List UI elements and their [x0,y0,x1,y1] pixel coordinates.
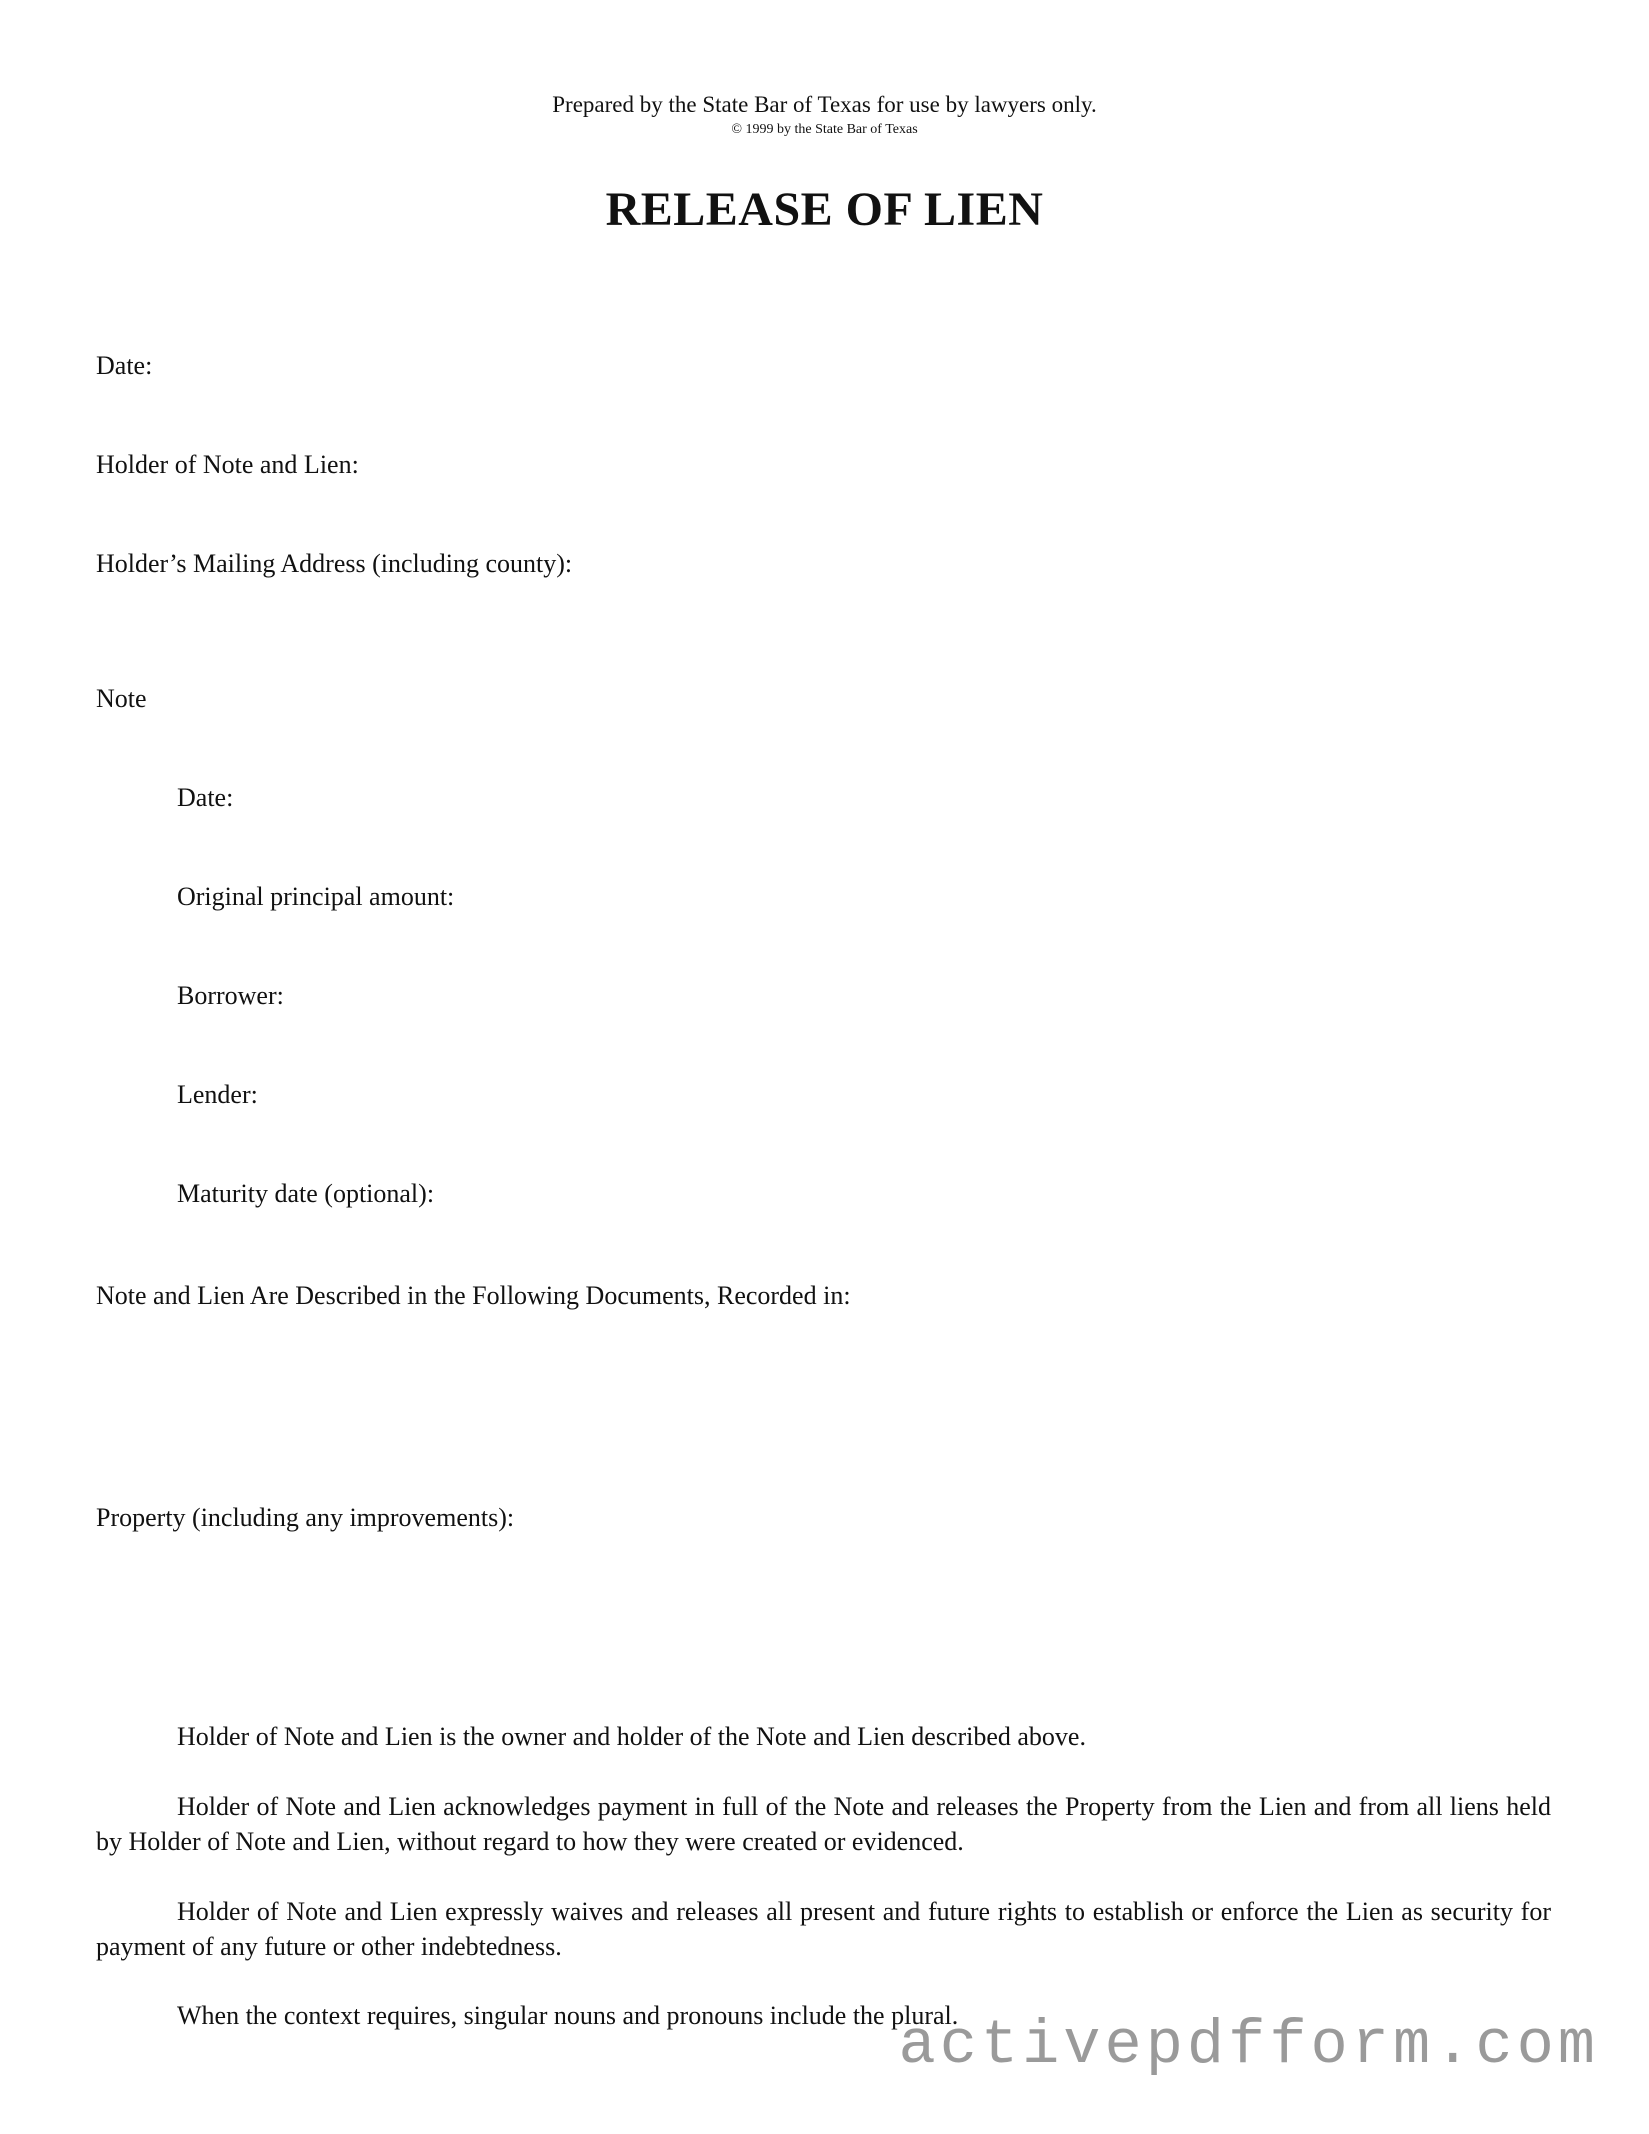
note-date-label: Date: [177,783,234,812]
prepared-by-notice: Prepared by the State Bar of Texas for use by lawyers only. [552,92,1097,117]
document-title: RELEASE OF LIEN [605,183,1044,236]
watermark: activepdfform.com [898,2010,1599,2081]
note-lender-label: Lender: [177,1080,258,1109]
note-maturity-label: Maturity date (optional): [177,1179,435,1208]
note-heading: Note [96,684,147,713]
note-principal-label: Original principal amount: [177,882,455,911]
paragraph-plural-context: When the context requires, singular nouns and pronouns include the plural. [177,2001,959,2030]
date-label: Date: [96,351,153,380]
paragraph-waiver: Holder of Note and Lien expressly waives and releases all present and future rights to establish or enforce the Lien as security for payment of any future or other indebtedness. [96,1897,1551,1961]
holder-address-label: Holder’s Mailing Address (including county): [96,549,573,578]
paragraph-payment-release: Holder of Note and Lien acknowledges payment in full of the Note and releases the Property from the Lien and from all liens held by Holder of Note and Lien, without regard to how they were created or evidenced. [96,1792,1551,1856]
note-borrower-label: Borrower: [177,981,284,1010]
copyright-notice: © 1999 by the State Bar of Texas [731,122,918,137]
recorded-documents-label: Note and Lien Are Described in the Following Documents, Recorded in: [96,1281,851,1310]
paragraph-ownership: Holder of Note and Lien is the owner and holder of the Note and Lien described above. [177,1722,1086,1751]
property-label: Property (including any improvements): [96,1503,515,1532]
holder-label: Holder of Note and Lien: [96,450,359,479]
